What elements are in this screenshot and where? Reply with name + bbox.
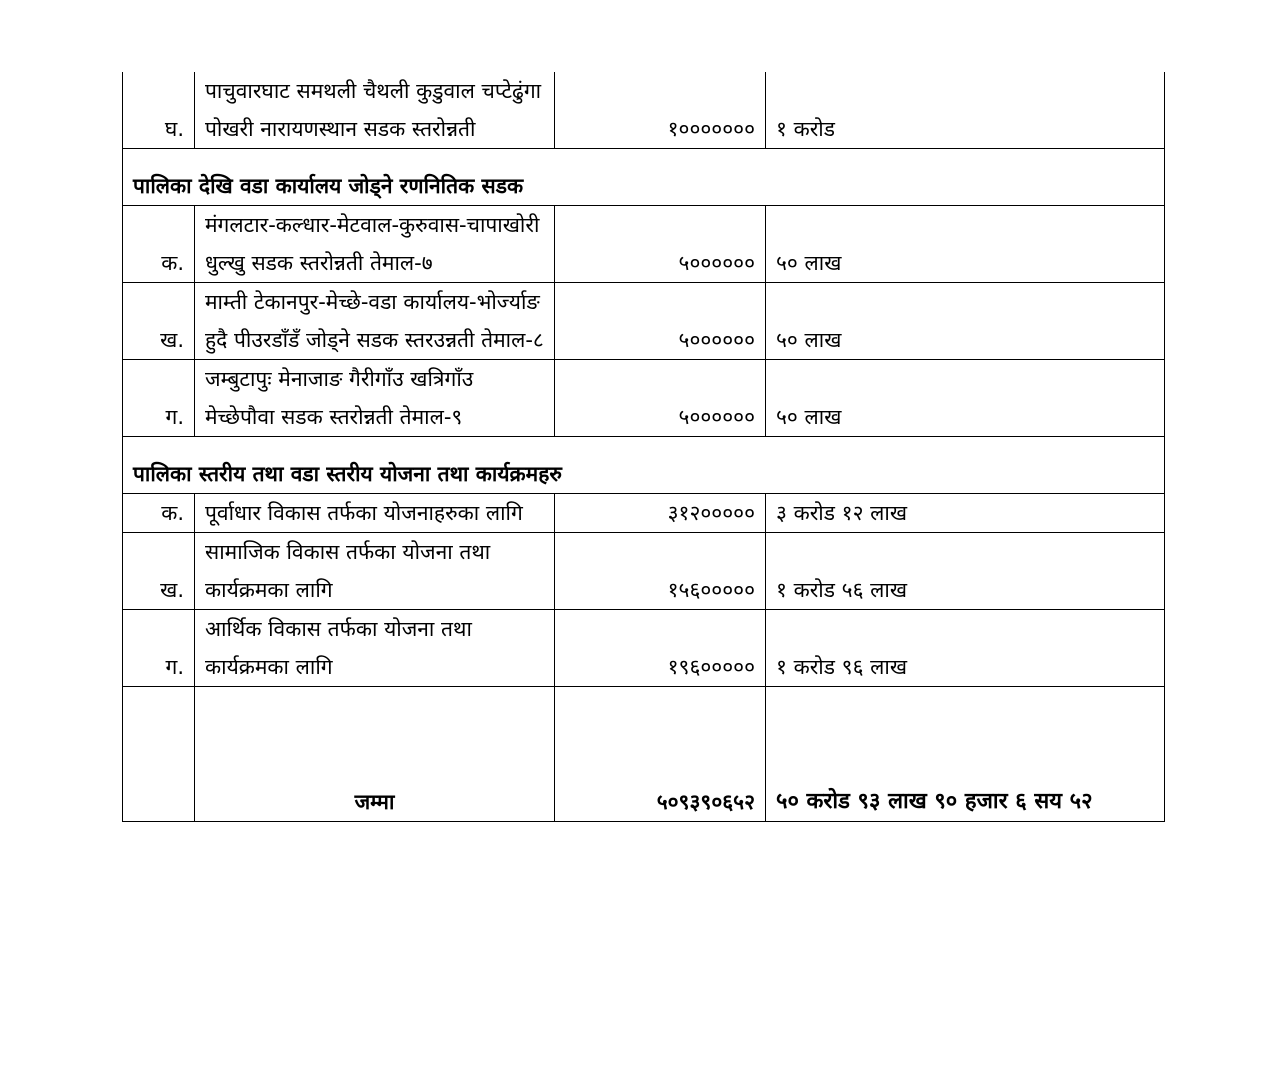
- section-header-row: [123, 437, 1165, 494]
- row-amount: १९६०००००: [555, 610, 766, 687]
- row-description: जम्बुटापुः मेनाजाङ गैरीगाँउ खत्रिगाँउ मेच्छेपौवा सडक स्तरोन्नती तेमाल-९: [195, 360, 555, 437]
- table-body: [123, 72, 1165, 822]
- table-row: [123, 360, 1165, 437]
- row-serial: ग.: [123, 610, 195, 687]
- row-serial: ग.: [123, 360, 195, 437]
- row-description: पाचुवारघाट समथली चैथली कुडुवाल चप्टेढुंगा पोखरी नारायणस्थान सडक स्तरोन्नती: [195, 72, 555, 149]
- section-title: पालिका देखि वडा कार्यालय जोड्ने रणनितिक सडक: [123, 149, 1165, 206]
- total-amount: ५०९३९०६५२: [555, 687, 766, 822]
- section-title: पालिका स्तरीय तथा वडा स्तरीय योजना तथा कार्यक्रमहरु: [123, 437, 1165, 494]
- row-amount-in-words: ५० लाख: [766, 206, 1165, 283]
- row-amount: १५६०००००: [555, 533, 766, 610]
- row-amount-in-words: ५० लाख: [766, 283, 1165, 360]
- row-description: माम्ती टेकानपुर-मेच्छे-वडा कार्यालय-भोर्ज्याङ हुदै पीउरडाँडँ जोड्ने सडक स्तरउन्नती तेमाल-८: [195, 283, 555, 360]
- row-amount-in-words: १ करोड ९६ लाख: [766, 610, 1165, 687]
- row-description: मंगलटार-कल्धार-मेटवाल-कुरुवास-चापाखोरी धुल्खु सडक स्तरोन्नती तेमाल-७: [195, 206, 555, 283]
- row-serial: क.: [123, 494, 195, 533]
- row-serial: ख.: [123, 283, 195, 360]
- row-serial: घ.: [123, 72, 195, 149]
- row-description: आर्थिक विकास तर्फका योजना तथा कार्यक्रमका लागि: [195, 610, 555, 687]
- table-row: [123, 283, 1165, 360]
- row-amount: ३१२०००००: [555, 494, 766, 533]
- row-amount: ५००००००: [555, 283, 766, 360]
- row-amount-in-words: १ करोड: [766, 72, 1165, 149]
- row-amount-in-words: १ करोड ५६ लाख: [766, 533, 1165, 610]
- row-serial: ख.: [123, 533, 195, 610]
- row-amount-in-words: ५० लाख: [766, 360, 1165, 437]
- row-description: सामाजिक विकास तर्फका योजना तथा कार्यक्रमका लागि: [195, 533, 555, 610]
- budget-table: [122, 72, 1165, 822]
- table-row: [123, 533, 1165, 610]
- row-description: पूर्वाधार विकास तर्फका योजनाहरुका लागि: [195, 494, 555, 533]
- row-amount-in-words: ३ करोड १२ लाख: [766, 494, 1165, 533]
- row-serial: क.: [123, 206, 195, 283]
- total-label: जम्मा: [195, 687, 555, 822]
- row-amount: ५००००००: [555, 360, 766, 437]
- section-header-row: [123, 149, 1165, 206]
- total-amount-in-words: ५० करोड ९३ लाख ९० हजार ६ सय ५२: [766, 687, 1165, 822]
- table-row: [123, 72, 1165, 149]
- table-row: [123, 610, 1165, 687]
- row-amount: ५००००००: [555, 206, 766, 283]
- table-row: [123, 494, 1165, 533]
- row-amount: १०००००००: [555, 72, 766, 149]
- table-row: [123, 206, 1165, 283]
- total-serial-cell: [123, 687, 195, 822]
- total-row: [123, 687, 1165, 822]
